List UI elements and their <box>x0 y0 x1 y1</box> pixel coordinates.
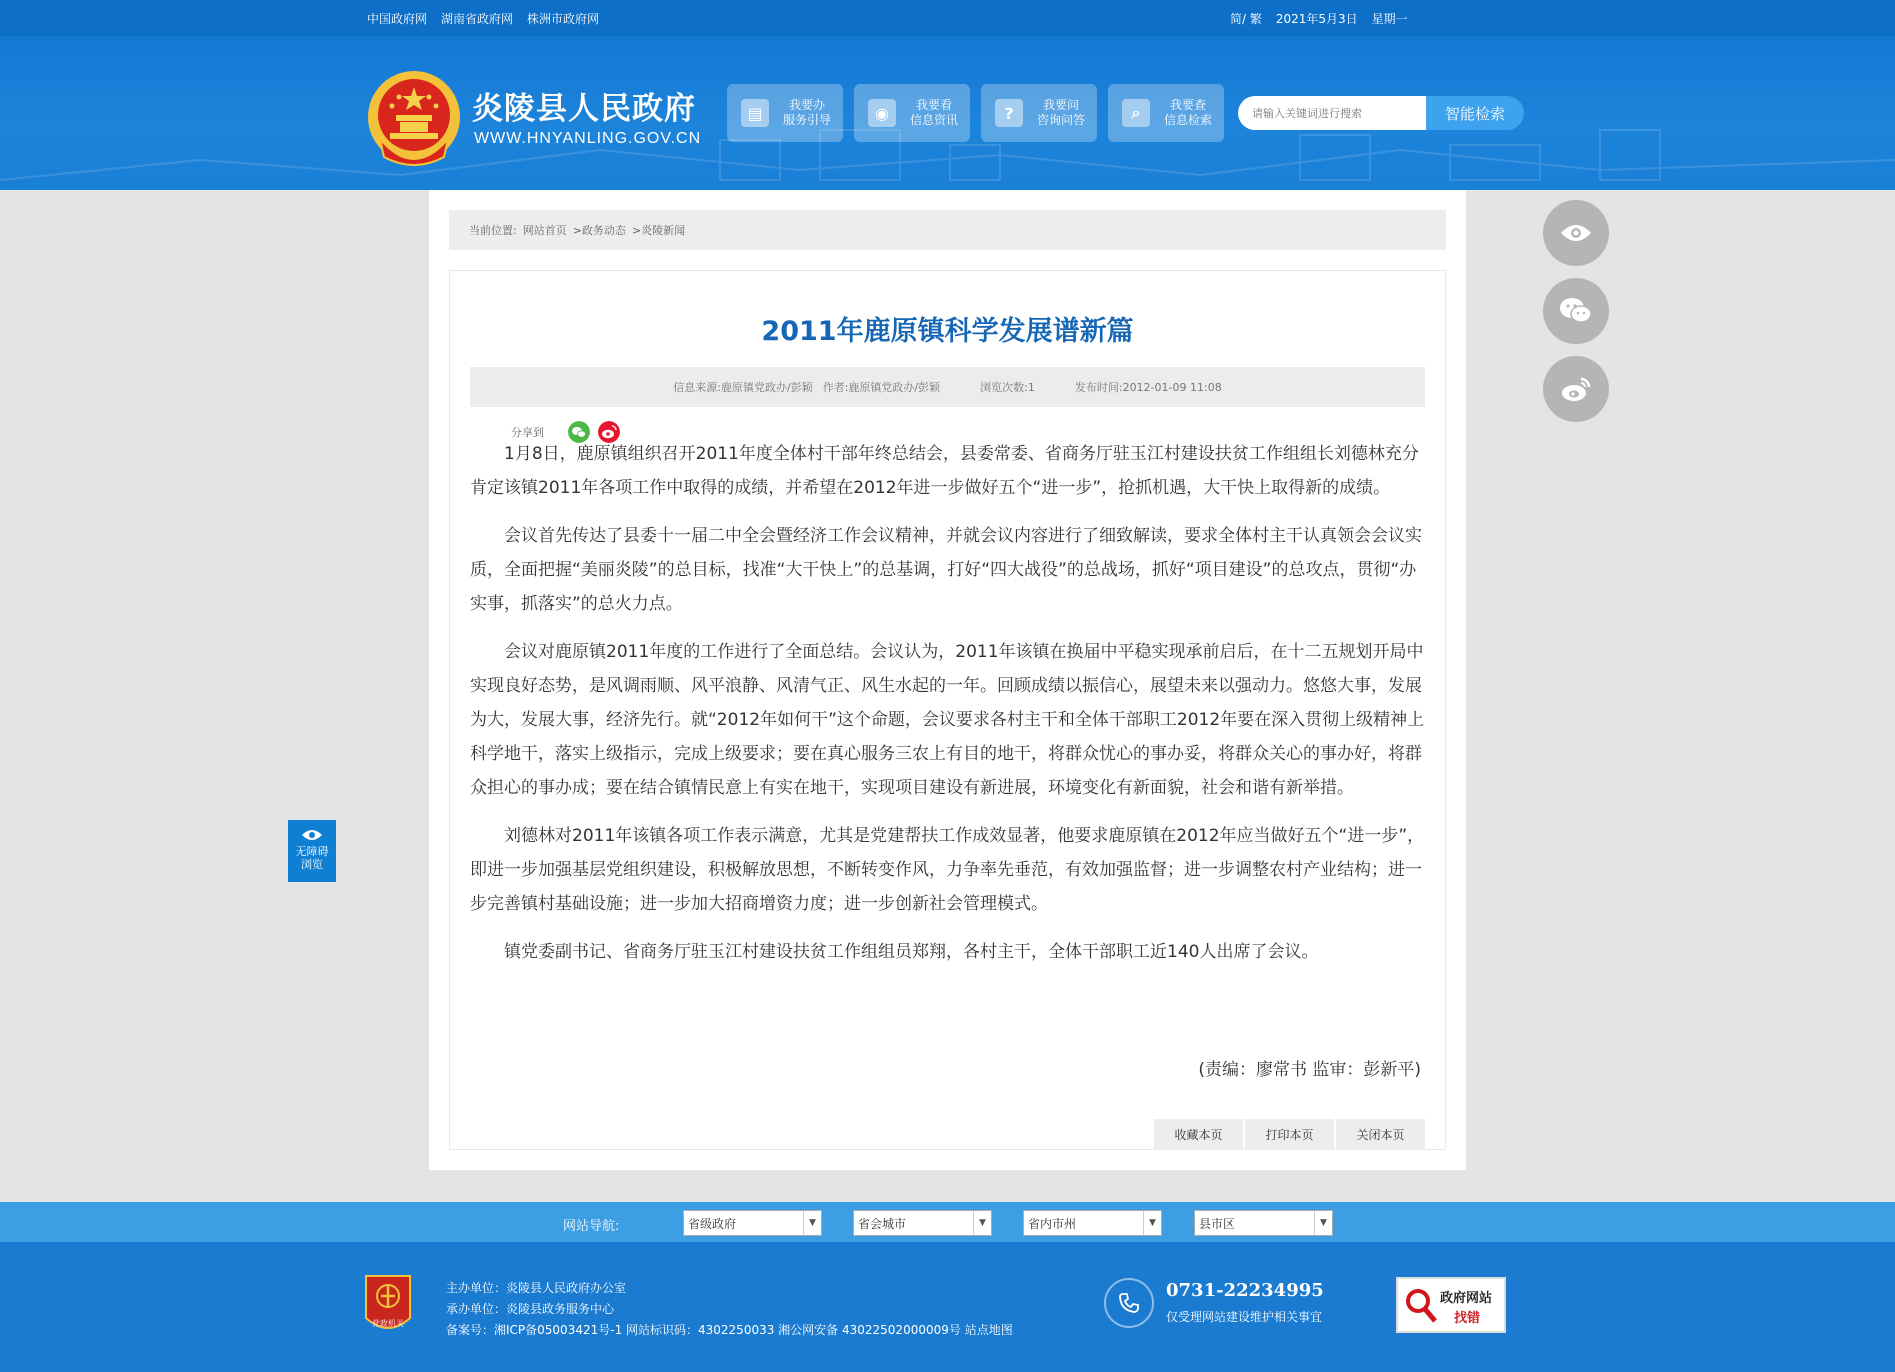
chevron-down-icon: ▼ <box>1143 1211 1161 1235</box>
breadcrumb-label: 当前位置: <box>469 224 517 237</box>
header <box>0 36 1895 190</box>
select-value: 省会城市 <box>858 1216 907 1231</box>
accessibility-button[interactable] <box>288 820 336 882</box>
national-emblem-icon <box>366 69 462 173</box>
eye-icon <box>301 828 323 842</box>
weekday-text: 星期一 <box>1371 12 1408 26</box>
top-right <box>1230 10 1408 27</box>
search-button[interactable]: 智能检索 <box>1426 96 1524 130</box>
main-content <box>429 190 1466 1170</box>
article-meta <box>470 367 1425 407</box>
site-title: 炎陵县人民政府 <box>472 91 696 127</box>
breadcrumb-news[interactable]: >政务动态 <box>572 224 626 237</box>
paragraph: 会议首先传达了县委十一届二中全会暨经济工作会议精神，并就会议内容进行了细致解读，要求全体村主干认真领会会议实质，全面把握“美丽炎陵”的总目标，找准“大干快上”的总基调，打好“四大战役”的总战场，抓好“项目建设”的总攻点，贯彻“办实事，抓落实”的总火力点。 <box>470 526 1422 614</box>
wechat-icon <box>1559 297 1593 325</box>
footer-host: 主办单位：炎陵县人民政府办公室 <box>446 1281 627 1295</box>
paragraph: 镇党委副书记、省商务厅驻玉江村建设扶贫工作组组员郑翔，各村主干，全体干部职工近140人出席了会议。 <box>504 942 1319 962</box>
footer-info <box>446 1278 1013 1341</box>
select-value: 省内市州 <box>1028 1216 1077 1231</box>
float-wechat-button[interactable] <box>1543 278 1609 344</box>
footer-record: 备案号：湘ICP备05003421号-1 网站标识码：4302250033 湘公网安备 43022502000009号 站点地图 <box>446 1323 1013 1337</box>
quick-sub-3: 咨询问答 <box>1037 113 1086 127</box>
select-provincial-gov[interactable] <box>683 1210 822 1236</box>
footer-phone: 0731-22234995 <box>1166 1280 1324 1301</box>
link-hunan-gov[interactable]: 湖南省政府网 <box>441 12 514 26</box>
site-nav-bar <box>0 1202 1895 1242</box>
meta-author: 作者:鹿原镇党政办/彭颖 <box>822 381 941 394</box>
top-links <box>367 10 599 27</box>
breadcrumb-home[interactable]: 网站首页 <box>522 224 567 237</box>
meta-published: 发布时间:2012-01-09 11:08 <box>1074 381 1222 394</box>
select-capital-cities[interactable] <box>853 1210 992 1236</box>
accessibility-label: 无障碍 <box>295 845 329 858</box>
share-label: 分享到 <box>511 426 544 439</box>
footer-organizer: 承办单位：炎陵县政务服务中心 <box>446 1302 615 1316</box>
editor-credit: (责编：廖常书 监审：彭新平) <box>1198 1060 1421 1080</box>
accessibility-sub: 浏览 <box>301 858 323 871</box>
question-icon: ? <box>995 99 1023 127</box>
select-counties[interactable] <box>1194 1210 1333 1236</box>
article-title: 2011年鹿原镇科学发展谱新篇 <box>761 316 1134 347</box>
chevron-down-icon: ▼ <box>803 1211 821 1235</box>
search-input[interactable] <box>1238 96 1426 130</box>
weibo-icon <box>1560 375 1592 403</box>
close-page-button[interactable]: 关闭本页 <box>1336 1119 1425 1149</box>
float-weibo-button[interactable] <box>1543 356 1609 422</box>
select-value: 省级政府 <box>688 1216 737 1231</box>
quick-sub-2: 信息资讯 <box>910 113 959 127</box>
article-actions <box>1154 1119 1425 1149</box>
paragraph: 刘德林对2011年该镇各项工作表示满意，尤其是党建帮扶工作成效显著，他要求鹿原镇在2012年应当做好五个“进一步”，即进一步加强基层党组织建设，积极解放思想，不断转变作风，力争率先垂范，有效加强监督；进一步调整农村产业结构；进一步完善镇村基础设施；进一步加大招商增资力度；进一步创新社会管理模式。 <box>470 826 1425 914</box>
gov-find-sub: 找错 <box>1454 1311 1481 1326</box>
search-icon: ⌕ <box>1122 99 1150 127</box>
gov-find-label: 政府网站 <box>1440 1291 1493 1306</box>
select-value: 县市区 <box>1199 1216 1236 1231</box>
article-body <box>470 437 1425 983</box>
print-page-button[interactable]: 打印本页 <box>1245 1119 1334 1149</box>
link-china-gov[interactable]: 中国政府网 <box>367 12 428 26</box>
quick-label-3: 我要问 <box>1043 98 1080 112</box>
breadcrumb-local-news[interactable]: >炎陵新闻 <box>631 224 686 237</box>
magnifier-icon <box>1404 1287 1438 1325</box>
quick-search-button[interactable] <box>1108 84 1224 142</box>
chevron-down-icon: ▼ <box>973 1211 991 1235</box>
paragraph: 1月8日，鹿原镇组织召开2011年度全体村干部年终总结会，县委常委、省商务厅驻玉江村建设扶贫工作组组长刘德林充分肯定该镇2011年各项工作中取得的成绩，并希望在2012年进一步做好五个“进一步”，抢抓机遇，大干快上取得新的成绩。 <box>470 444 1419 498</box>
breadcrumb <box>449 210 1446 250</box>
quick-info-button[interactable] <box>854 84 970 142</box>
eye-icon <box>1560 223 1592 243</box>
gov-site-find-error-button[interactable] <box>1396 1277 1506 1333</box>
quick-label-2: 我要看 <box>916 98 953 112</box>
party-gov-badge[interactable] <box>362 1274 414 1338</box>
footer-phone-note: 仅受理网站建设维护相关事宜 <box>1166 1310 1323 1324</box>
quick-label-4: 我要查 <box>1170 98 1207 112</box>
quick-consult-button[interactable] <box>981 84 1097 142</box>
quick-service-guide-button[interactable] <box>727 84 843 142</box>
phone-icon <box>1104 1278 1154 1328</box>
bookmark-page-button[interactable]: 收藏本页 <box>1154 1119 1243 1149</box>
float-eye-button[interactable] <box>1543 200 1609 266</box>
site-nav-label: 网站导航: <box>563 1219 620 1234</box>
article <box>449 270 1446 1150</box>
quick-label-1: 我要办 <box>789 98 826 112</box>
quick-sub-1: 服务引导 <box>783 113 832 127</box>
site-url: WWW.HNYANLING.GOV.CN <box>474 130 702 147</box>
eye-icon: ◉ <box>868 99 896 127</box>
select-province-cities[interactable] <box>1023 1210 1162 1236</box>
date-text: 2021年5月3日 <box>1275 12 1358 26</box>
meta-views: 浏览次数:1 <box>980 381 1035 394</box>
paragraph: 会议对鹿原镇2011年度的工作进行了全面总结。会议认为，2011年该镇在换届中平稳实现承前启后，在十二五规划开局中实现良好态势，是风调雨顺、风平浪静、风清气正、风生水起的一年。回顾成绩以振信心，展望未来以强动力。悠悠大事，发展为大，发展大事，经济先行。就“2012年如何干”这个命题，会议要求各村主干和全体干部职工2012年要在深入贯彻上级精神上科学地干，落实上级指示，完成上级要求；要在真心服务三农上有目的地干，将群众忧心的事办妥，将群众关心的事办好，将群众担心的事办成；要在结合镇情民意上有实在地干，实现项目建设有新进展，环境变化有新面貌，社会和谐有新举措。 <box>470 642 1425 798</box>
lang-switch[interactable]: 简/ 繁 <box>1230 12 1262 26</box>
link-zhuzhou-gov[interactable]: 株洲市政府网 <box>527 12 600 26</box>
top-bar <box>0 0 1895 36</box>
badge-text: 党政机关 <box>372 1319 404 1328</box>
footer <box>0 1242 1895 1372</box>
chevron-down-icon: ▼ <box>1314 1211 1332 1235</box>
document-icon: ▤ <box>741 99 769 127</box>
meta-source: 信息来源:鹿原镇党政办/彭颖 <box>673 381 813 394</box>
quick-sub-4: 信息检索 <box>1164 113 1213 127</box>
